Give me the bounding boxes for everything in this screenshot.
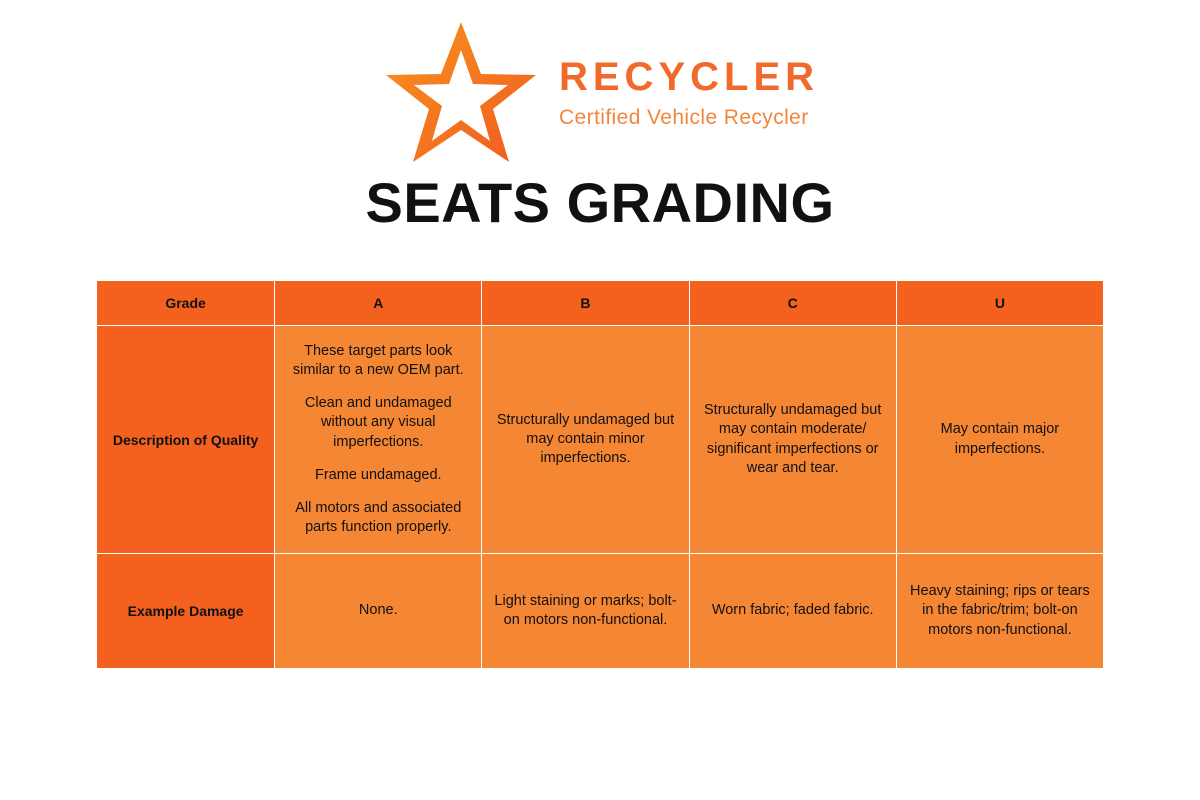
table-row — [97, 554, 1104, 669]
cell-description-c — [689, 326, 896, 554]
table-row — [97, 326, 1104, 554]
grading-table — [96, 280, 1104, 669]
cell-paragraph: Structurally undamaged but may contain moderate/ significant imperfections or wear and tear. — [704, 402, 882, 476]
table-body — [97, 326, 1104, 669]
column-header-grade: Grade — [97, 281, 275, 326]
cell-damage-u — [896, 554, 1103, 669]
table-header-row — [97, 281, 1104, 326]
page-title: SEATS GRADING — [365, 171, 835, 234]
cell-paragraph: Clean and undamaged without any visual imperfections. — [304, 395, 452, 450]
cell-paragraph: Frame undamaged. — [315, 466, 442, 483]
cell-paragraph: Worn fabric; faded fabric. — [711, 602, 874, 619]
cell-paragraph: May contain major imperfections. — [940, 421, 1060, 457]
row-label-example-damage: Example Damage — [97, 554, 275, 669]
cell-description-u — [896, 326, 1103, 554]
cell-paragraph: Heavy staining; rips or tears in the fabric/trim; bolt-on motors non-functional. — [910, 583, 1090, 638]
brand-tagline: Certified Vehicle Recycler — [558, 105, 809, 129]
cell-paragraph: None. — [358, 602, 398, 619]
brand-name: RECYCLER — [558, 54, 820, 99]
logo-text — [558, 54, 820, 129]
cell-description-a — [275, 326, 482, 554]
table-header — [97, 281, 1104, 326]
cell-paragraph: All motors and associated parts function properly. — [295, 499, 462, 535]
logo — [0, 0, 1200, 150]
star-icon — [381, 14, 541, 164]
cell-damage-b — [482, 554, 689, 669]
cell-paragraph: Light staining or marks; bolt-on motors non-functional. — [494, 592, 677, 628]
column-header-a: A — [275, 281, 482, 326]
cell-damage-c — [689, 554, 896, 669]
cell-damage-a — [275, 554, 482, 669]
column-header-b: B — [482, 281, 689, 326]
column-header-u: U — [896, 281, 1103, 326]
grading-table-container — [96, 280, 1104, 669]
cell-paragraph: These target parts look similar to a new OEM part. — [292, 343, 464, 379]
cell-description-b — [482, 326, 689, 554]
column-header-c: C — [689, 281, 896, 326]
cell-paragraph: Structurally undamaged but may contain minor imperfections. — [496, 411, 675, 467]
row-label-description: Description of Quality — [97, 326, 275, 554]
